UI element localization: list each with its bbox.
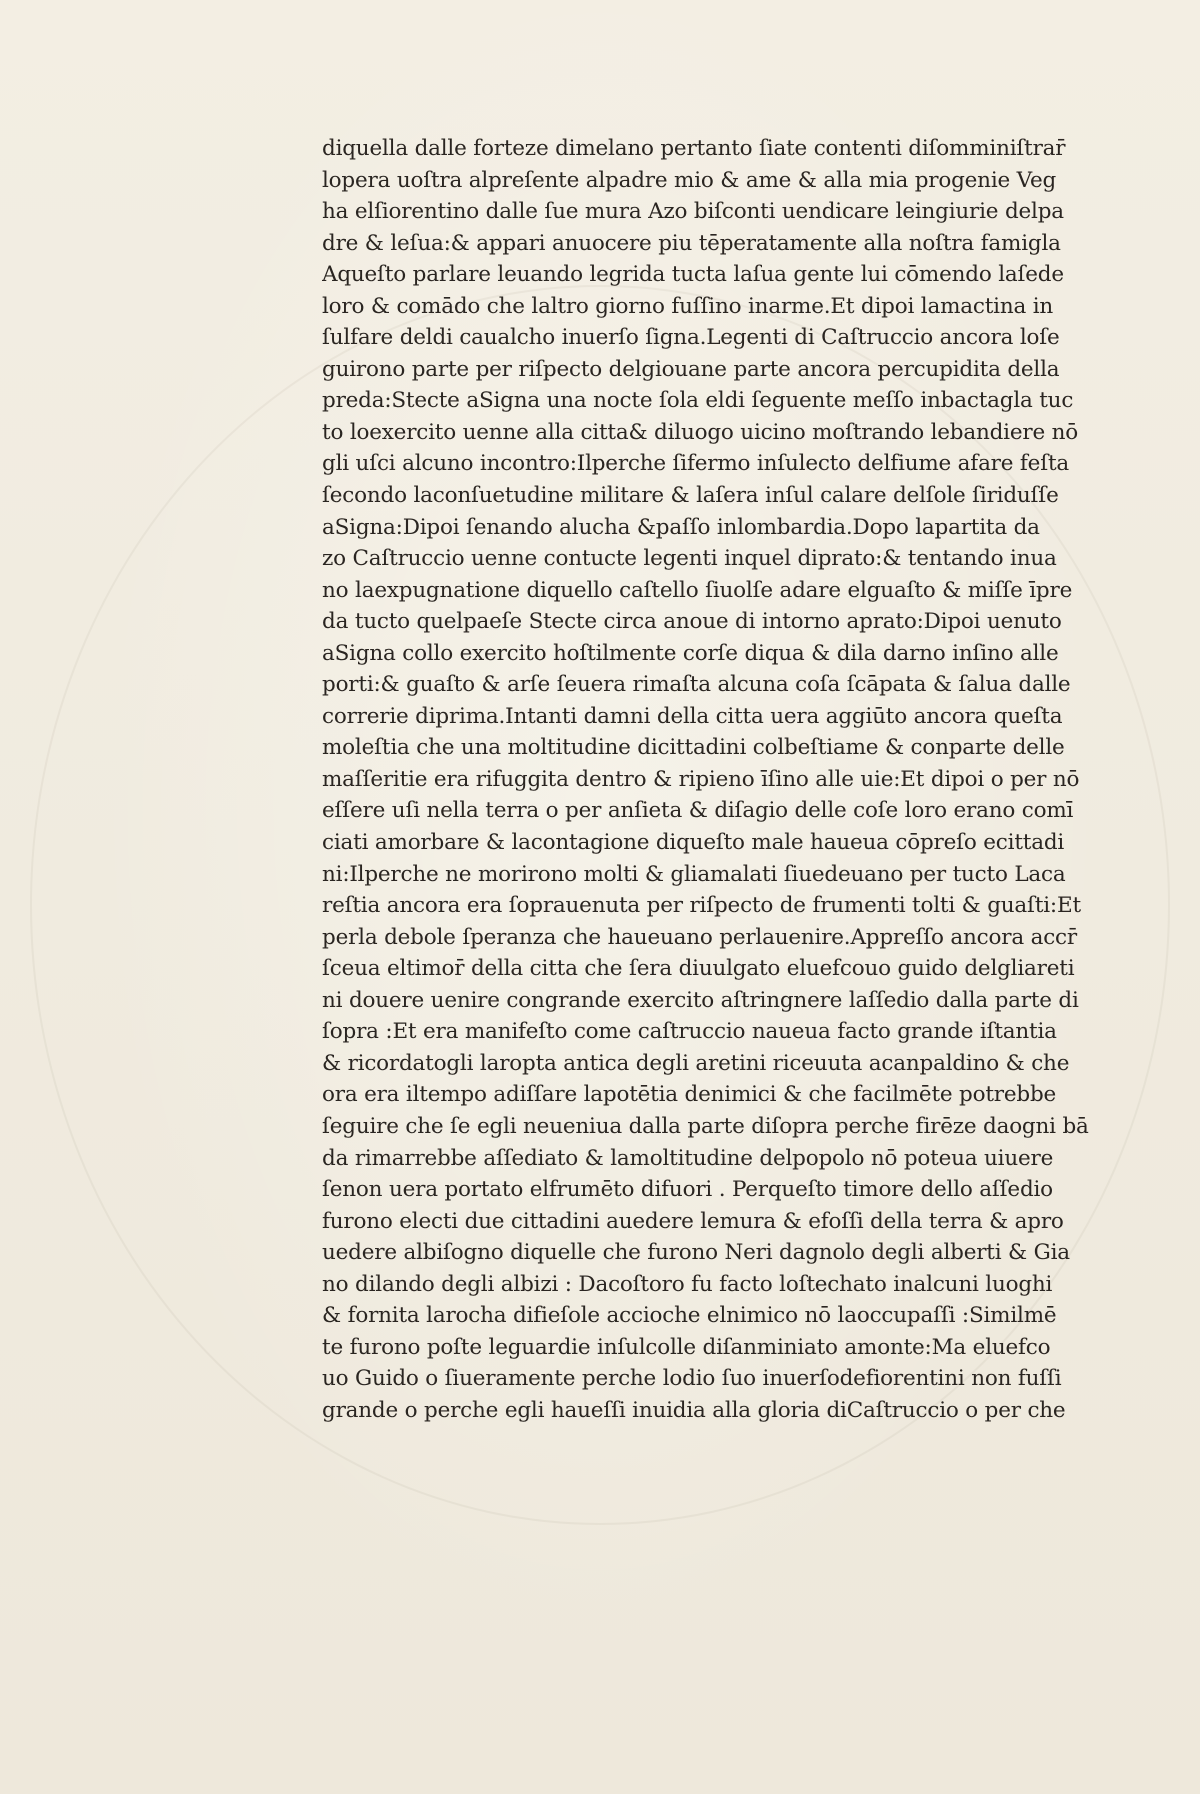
text-line: & ricordatogli laropta antica degli aretini riceuuta acanpaldino & che bbox=[322, 1050, 1070, 1076]
text-line: te furono poſte leguardie inſulcolle diſanminiato amonte:Ma eluefco bbox=[322, 1334, 1051, 1360]
text-line: maſſeritie era rifuggita dentro & ripieno īſino alle uie:Et dipoi o per nō bbox=[322, 766, 1080, 792]
text-line: uo Guido o ſiueramente perche lodio ſuo inuerſodefiorentini non fuſſi bbox=[322, 1366, 1062, 1392]
text-line: gli uſci alcuno incontro:Ilperche ſifermo inſulecto delfiume afare feſta bbox=[322, 451, 1070, 477]
text-line: loro & comādo che laltro giorno fuſſino inarme.Et dipoi lamactina in bbox=[322, 293, 1054, 319]
text-line: furono electi due cittadini auedere lemura & efoſſi della terra & apro bbox=[322, 1208, 1064, 1234]
text-line: no laexpugnatione diquello caſtello ſiuolſe adare elguaſto & miſſe īpre bbox=[322, 577, 1073, 603]
text-line: diquella dalle forteze dimelano pertanto ſiate contenti diſomminiſtrar̄ bbox=[322, 136, 1066, 161]
text-line: reſtia ancora era ſoprauenuta per riſpecto de frumenti tolti & guaſti:Et bbox=[322, 893, 1081, 919]
text-line: ſeguire che ſe egli neueniua dalla parte diſopra perche firēze daogni bā bbox=[322, 1113, 1089, 1139]
text-line: ha elſiorentino dalle ſue mura Azo biſconti uendicare leingiurie delpa bbox=[322, 199, 1064, 225]
text-line: ſenon uera portato elfrumēto difuori . Perqueſto timore dello aſſedio bbox=[322, 1177, 1053, 1203]
text-line: moleſtia che una moltitudine dicittadini colbeſtiame & conparte delle bbox=[322, 735, 1065, 761]
text-line: perla debole ſperanza che haueuano perlauenire.Appreſſo ancora accr̄ bbox=[322, 924, 1077, 950]
text-line: Aqueſto parlare leuando legrida tucta laſua gente lui cōmendo laſede bbox=[322, 262, 1064, 288]
text-line: no dilando degli albizi : Dacoſtoro fu facto loſtechato inalcuni luoghi bbox=[322, 1271, 1053, 1297]
text-line: da tucto quelpaeſe Stecte circa anoue di intorno aprato:Dipoi uenuto bbox=[322, 609, 1062, 635]
text-line: uedere albiſogno diquelle che furono Neri dagnolo degli alberti & Gia bbox=[322, 1240, 1070, 1266]
text-line: grande o perche egli haueſſi inuidia alla gloria diCaſtruccio o per che bbox=[322, 1397, 1066, 1423]
text-line: dre & leſua:& appari anuocere piu tēperatamente alla noſtra famigla bbox=[322, 230, 1061, 256]
text-line: ora era iltempo adiſſare lapotētia denimici & che facilmēte potrebbe bbox=[322, 1082, 1057, 1108]
text-line: aSigna:Dipoi ſenando alucha &paſſo inlombardia.Dopo lapartita da bbox=[322, 514, 1040, 540]
text-line: ſulfare deldi caualcho inuerſo ſigna.Legenti di Caſtruccio ancora loſe bbox=[322, 325, 1060, 351]
text-line: ſopra :Et era manifeſto come caſtruccio naueua facto grande iſtantia bbox=[322, 1019, 1057, 1045]
text-line: ſecondo laconſuetudine militare & laſera inſul calare delſole ſiriduſſe bbox=[322, 483, 1059, 509]
text-line: aSigna collo exercito hoſtilmente corſe diqua & dila darno inſino alle bbox=[322, 640, 1059, 666]
text-line: da rimarrebbe aſſediato & lamoltitudine delpopolo nō poteua uiuere bbox=[322, 1145, 1054, 1171]
text-line: ni douere uenire congrande exercito aſtringnere laſſedio dalla parte di bbox=[322, 987, 1079, 1013]
text-line: porti:& guaſto & arſe ſeuera rimaſta alcuna coſa ſcāpata & ſalua dalle bbox=[322, 672, 1071, 698]
text-line: guirono parte per riſpecto delgiouane parte ancora percupidita della bbox=[322, 356, 1060, 382]
text-line: zo Caſtruccio uenne contucte legenti inquel diprato:& tentando inua bbox=[322, 546, 1057, 572]
text-line: preda:Stecte aSigna una nocte ſola eldi ſeguente meſſo inbactagla tuc bbox=[322, 388, 1074, 414]
text-line: & fornita larocha difieſole accioche elnimico nō laoccupaſſi :Similmē bbox=[322, 1303, 1057, 1329]
text-line: ſceua eltimor̄ della citta che ſera diuulgato eluefcouo guido delgliareti bbox=[322, 956, 1075, 982]
text-line: correrie diprima.Intanti damni della citta uera aggiūto ancora queſta bbox=[322, 703, 1063, 729]
text-block bbox=[322, 133, 1090, 1426]
text-line: ni:Ilperche ne morirono molti & gliamalati ſiuedeuano per tucto Laca bbox=[322, 861, 1066, 887]
text-line: ciati amorbare & lacontagione diqueſto male haueua cōpreſo ecittadi bbox=[322, 830, 1065, 856]
text-line: eſſere uſi nella terra o per anſieta & diſagio delle coſe loro erano comī bbox=[322, 798, 1074, 824]
text-line: to loexercito uenne alla citta& diluogo uicino moſtrando lebandiere nō bbox=[322, 419, 1079, 445]
text-line: lopera uoſtra alpreſente alpadre mio & ame & alla mia progenie Veg bbox=[322, 167, 1057, 193]
